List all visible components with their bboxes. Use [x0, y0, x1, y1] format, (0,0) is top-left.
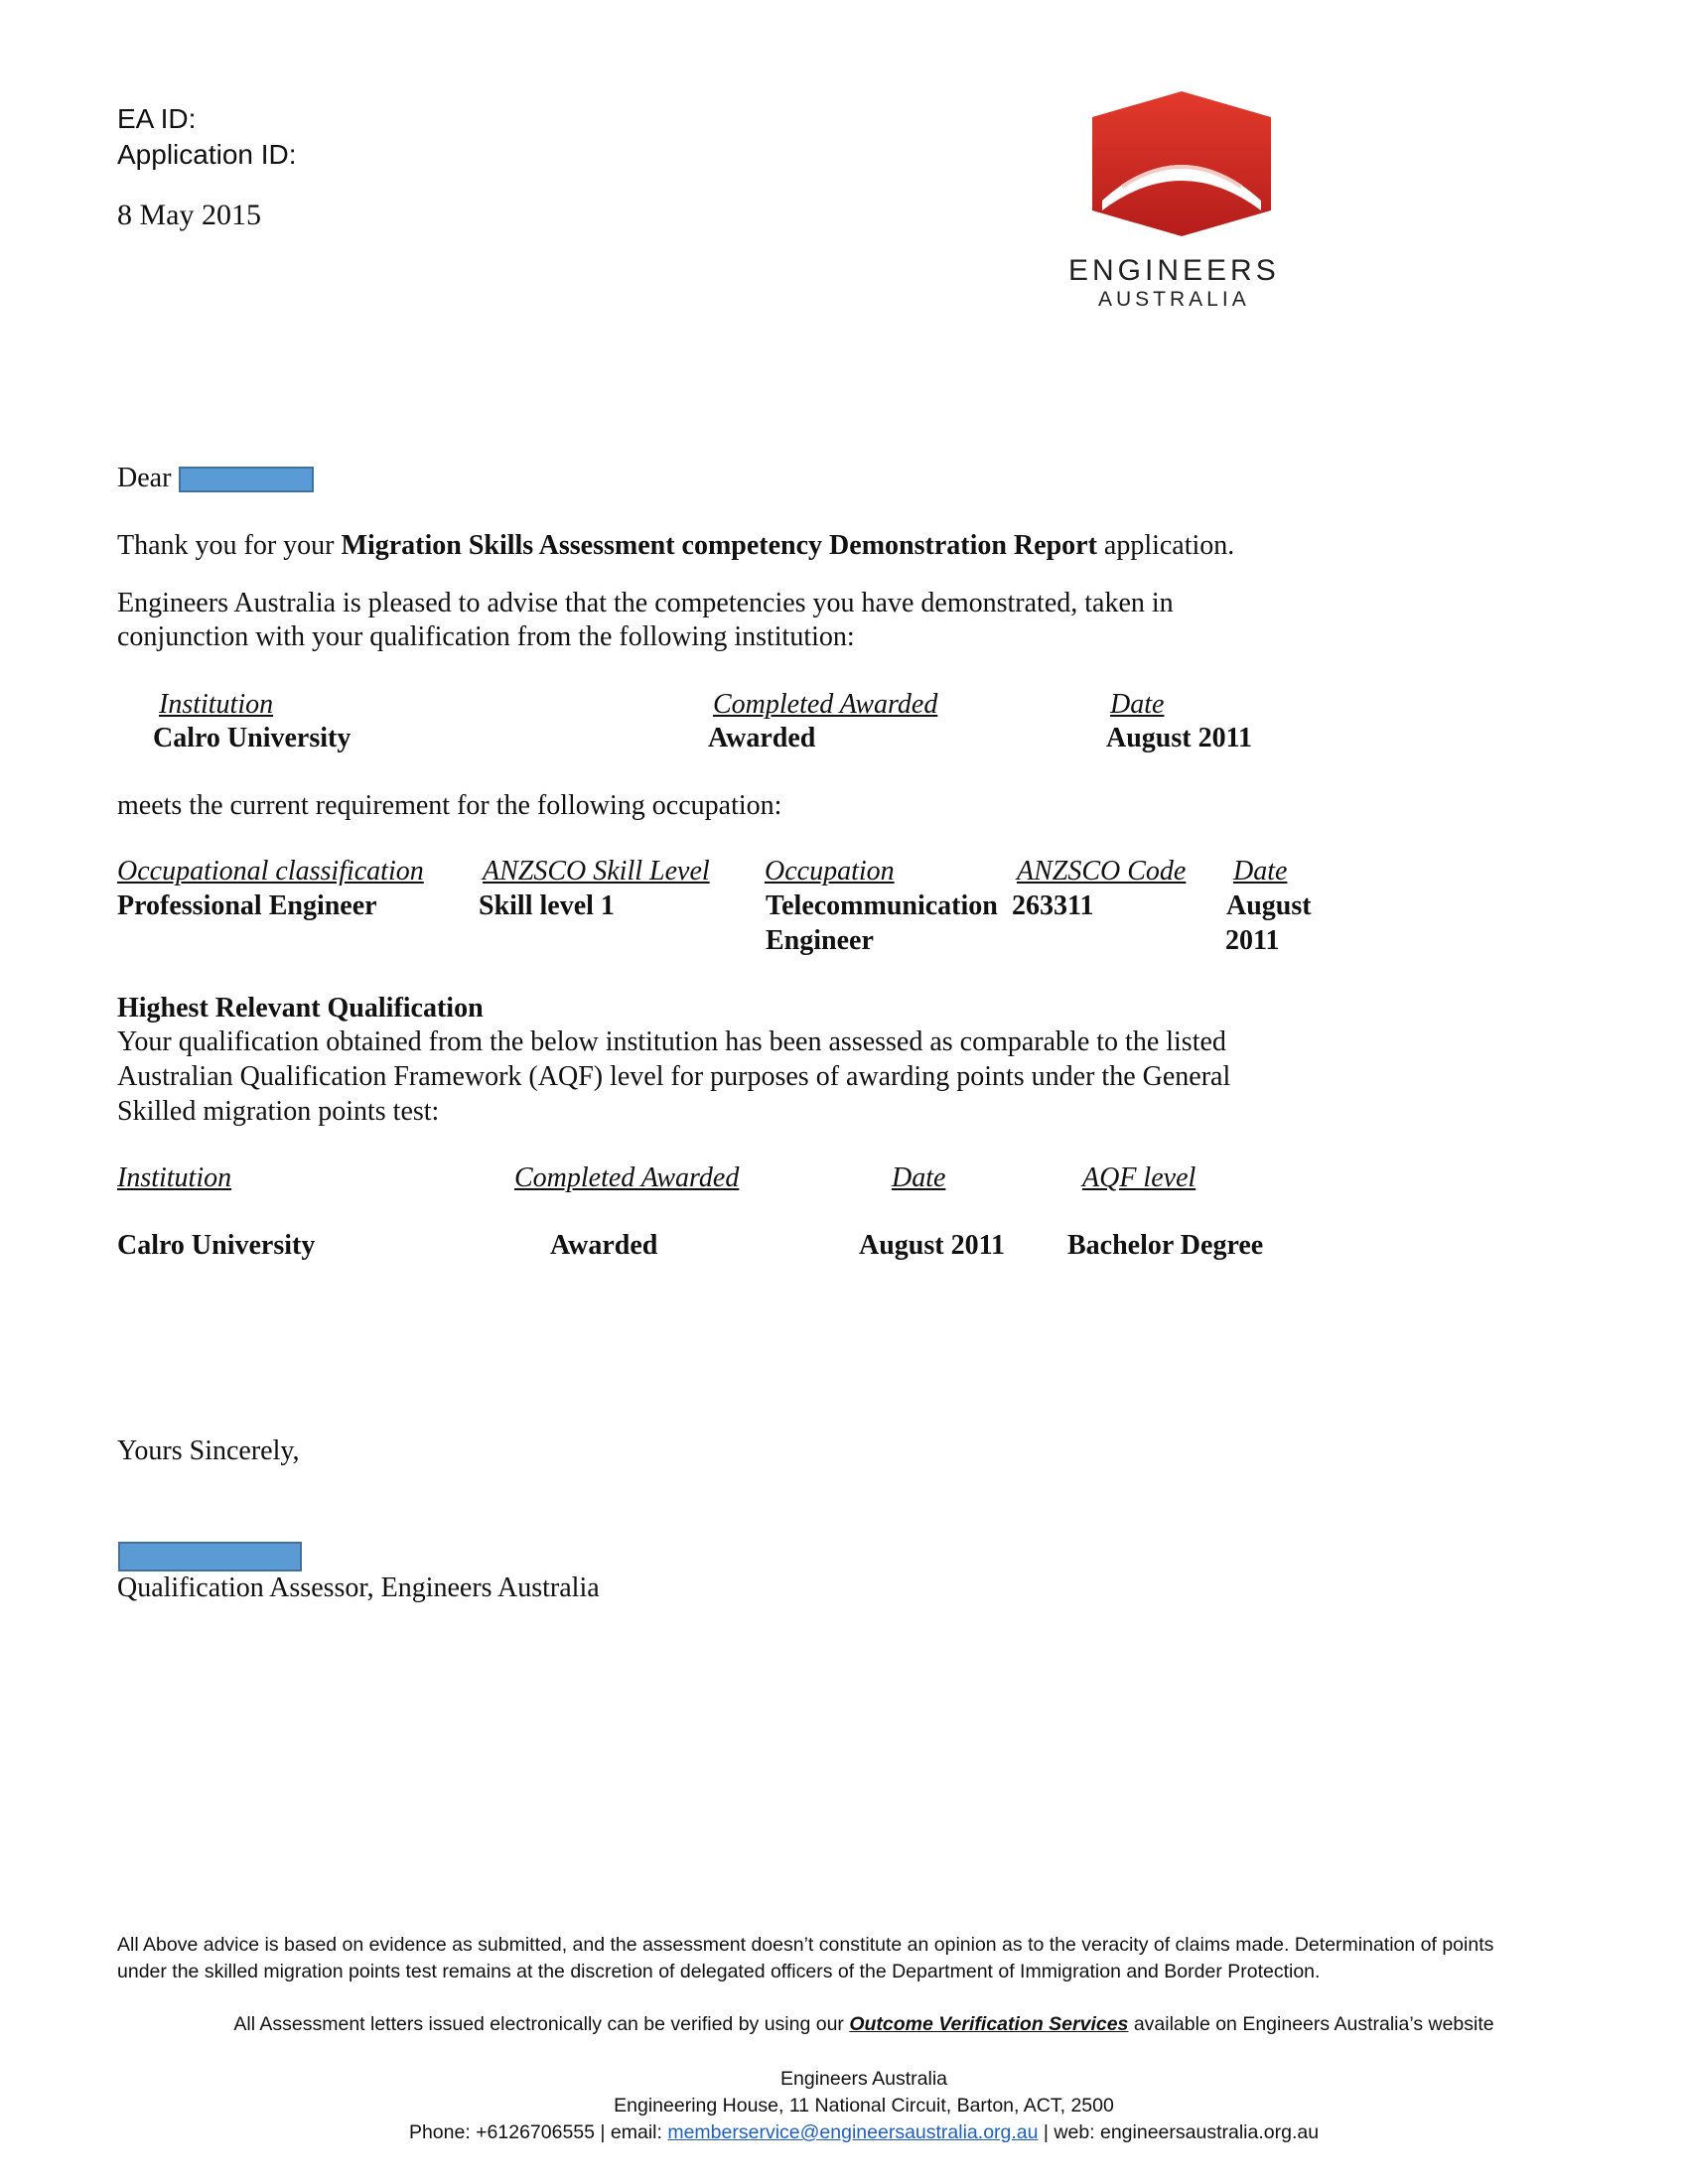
- aqf-date-value: August 2011: [859, 1230, 1006, 1261]
- aqf-institution-value: Calro University: [117, 1230, 316, 1261]
- disclaimer-line: under the skilled migration points test remains at the discretion of delegated officers of the Department of Immigration and Border Protection.: [117, 1961, 1321, 1982]
- closing: Yours Sincerely,: [117, 1435, 300, 1466]
- letter-date: 8 May 2015: [117, 199, 261, 231]
- occupation-date-value-line1: August: [1226, 890, 1312, 921]
- aqf-date-header: Date: [892, 1162, 946, 1193]
- occupation-header: Occupation: [765, 856, 895, 887]
- redacted-signature: [118, 1542, 302, 1571]
- institution-header: Institution: [159, 689, 274, 720]
- footer-org-name: Engineers Australia: [779, 2068, 948, 2090]
- institution-value: Calro University: [153, 723, 352, 753]
- skill-level-value: Skill level 1: [479, 890, 615, 921]
- anzsco-code-value: 263311: [1012, 890, 1094, 921]
- date-value: August 2011: [1106, 723, 1253, 753]
- aqf-level-value: Bachelor Degree: [1067, 1230, 1264, 1261]
- qualification-heading: Highest Relevant Qualification: [117, 993, 484, 1024]
- salutation: Dear: [117, 463, 172, 493]
- application-id-label: Application ID:: [117, 139, 297, 170]
- logo-wordmark: ENGINEERS: [1068, 254, 1280, 287]
- occupational-classification-value: Professional Engineer: [117, 890, 377, 921]
- aqf-completed-awarded-header: Completed Awarded: [514, 1162, 740, 1193]
- aqf-institution-header: Institution: [117, 1162, 232, 1193]
- logo-subtitle: AUSTRALIA: [1098, 288, 1250, 311]
- occupation-date-value-line2: 2011: [1225, 925, 1280, 956]
- footer-contact: Phone: +6126706555 | email: memberservice@engineersaustralia.org.au | web: engineersaustralia.org.au: [408, 2121, 1320, 2143]
- awarded-value: Awarded: [708, 723, 816, 753]
- date-header: Date: [1110, 689, 1165, 720]
- occupation-value-line2: Engineer: [766, 925, 874, 956]
- engineers-australia-logo: [1062, 89, 1301, 318]
- redacted-recipient-name: [179, 467, 314, 492]
- ea-id-label: EA ID:: [117, 103, 197, 134]
- verification-notice: All Assessment letters issued electronically can be verified by using our Outcome Verification Services available on Engineers Australia’s website: [233, 2013, 1494, 2035]
- completed-awarded-header: Completed Awarded: [713, 689, 938, 720]
- outcome-verification-link[interactable]: Outcome Verification Services: [849, 2013, 1129, 2035]
- occupation-value-line1: Telecommunication: [766, 890, 998, 921]
- signatory-title: Qualification Assessor, Engineers Australia: [117, 1572, 600, 1603]
- occupation-date-header: Date: [1233, 856, 1288, 887]
- disclaimer-line: All Above advice is based on evidence as submitted, and the assessment doesn’t constitute an opinion as to the veracity of claims made. Determination of points: [117, 1934, 1494, 1956]
- qualification-text-line: Skilled migration points test:: [117, 1096, 440, 1127]
- aqf-awarded-value: Awarded: [550, 1230, 658, 1261]
- paragraph-line: conjunction with your qualification from the following institution:: [117, 621, 855, 652]
- qualification-text-line: Your qualification obtained from the below institution has been assessed as comparable to the listed: [117, 1026, 1226, 1057]
- meets-requirement-text: meets the current requirement for the following occupation:: [117, 790, 782, 821]
- anzsco-code-header: ANZSCO Code: [1017, 856, 1187, 887]
- qualification-text-line: Australian Qualification Framework (AQF) level for purposes of awarding points under the General: [117, 1061, 1231, 1092]
- logo-emblem-icon: [1062, 89, 1301, 238]
- paragraph-line: Engineers Australia is pleased to advise that the competencies you have demonstrated, taken in: [117, 588, 1174, 618]
- anzsco-skill-level-header: ANZSCO Skill Level: [483, 856, 710, 887]
- aqf-level-header: AQF level: [1082, 1162, 1196, 1193]
- footer-address: Engineering House, 11 National Circuit, Barton, ACT, 2500: [614, 2095, 1114, 2116]
- email-link[interactable]: memberservice@engineersaustralia.org.au: [667, 2121, 1039, 2143]
- intro-paragraph: Thank you for your Migration Skills Assessment competency Demonstration Report application.: [117, 530, 1235, 561]
- occupational-classification-header: Occupational classification: [117, 856, 424, 887]
